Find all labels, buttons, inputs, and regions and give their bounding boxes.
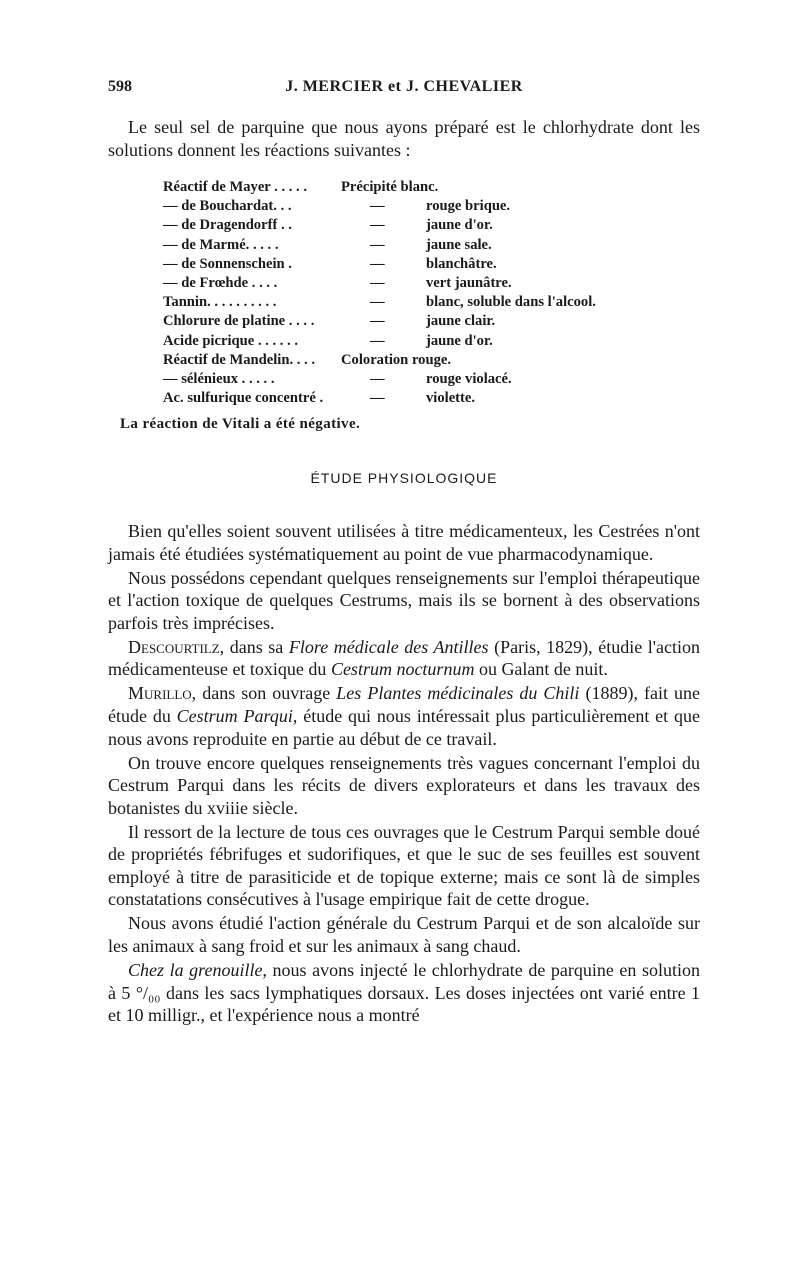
reaction-result: rouge violacé.: [426, 370, 512, 387]
ditto-dash: —: [370, 294, 385, 311]
ditto-dash: —: [370, 274, 385, 291]
paragraph-6: Il ressort de la lecture de tous ces ouvrages que le Cestrum Parqui semble doué de propriétés fébrifuges et sudorifiques, et que le suc de ses feuilles est souvent employé à titre de parasiticide et de topique externe; mais ce sont là de simples constatations consécutives à l'usage empirique fait de cette drogue.: [108, 821, 700, 910]
reagent-name: Réactif de Mandelin. . . .: [163, 351, 316, 368]
reaction-result: jaune sale.: [426, 236, 492, 253]
page-header: [108, 78, 700, 102]
reaction-result: blanchâtre.: [426, 255, 497, 272]
reagent-name: — de Dragendorff . .: [163, 217, 292, 234]
reaction-result: jaune clair.: [426, 313, 496, 330]
author-name: Murillo: [128, 683, 192, 704]
reaction-result: Précipité blanc.: [341, 179, 439, 195]
paragraph-5: On trouve encore quelques renseignements très vagues concernant l'emploi du Cestrum Parqui dans les récits de divers explorateurs et dans les travaux des botanistes du xviiie siècle.: [108, 752, 700, 818]
reagent-name: — de Bouchardat. . .: [163, 198, 292, 215]
reaction-result: violette.: [426, 390, 476, 407]
ditto-dash: —: [370, 390, 385, 407]
reaction-result: jaune d'or.: [426, 217, 493, 234]
reagent-name: Chlorure de platine . . . .: [163, 313, 315, 330]
ditto-dash: —: [370, 332, 385, 349]
reaction-result: rouge brique.: [426, 198, 511, 215]
reaction-result: blanc, soluble dans l'alcool.: [426, 294, 596, 311]
ditto-dash: —: [370, 236, 385, 253]
reaction-result: Coloration rouge.: [341, 351, 451, 368]
reagent-name: Tannin. . . . . . . . . .: [163, 294, 277, 311]
paragraph-3: Descourtilz, dans sa Flore médicale des Antilles (Paris, 1829), étudie l'action médicamenteuse et toxique du Cestrum nocturnum ou Galant de nuit.: [108, 636, 700, 680]
running-title: J. MERCIER et J. CHEVALIER: [285, 78, 523, 95]
paragraph-2: Nous possédons cependant quelques renseignements sur l'emploi thérapeutique et l'action toxique de quelques Cestrums, mais ils se bornent à des observations parfois très imprécises.: [108, 567, 700, 633]
species-name: Cestrum Parqui: [176, 705, 293, 726]
reagent-name: Ac. sulfurique concentré .: [163, 390, 324, 407]
body-text: [108, 520, 700, 1028]
page-number: 598: [108, 78, 132, 95]
work-title: Les Plantes médicinales du Chili: [336, 683, 580, 704]
reaction-result: vert jaunâtre.: [426, 274, 512, 291]
paragraph-1: Bien qu'elles soient souvent utilisées à titre médicamenteux, les Cestrées n'ont jamais été étudiées systématiquement au point de vue pharmacodynamique.: [108, 521, 700, 564]
italic-lead: Chez la grenouille: [128, 960, 263, 981]
reagent-name: — de Sonnenschein .: [163, 255, 292, 272]
species-name: Cestrum nocturnum: [330, 659, 475, 680]
ditto-dash: —: [370, 313, 385, 330]
paragraph-8: Chez la grenouille, nous avons injecté le chlorhydrate de parquine en solution à 5 °/₀₀ dans les sacs lymphatiques dorsaux. Les doses injectées ont varié entre 1 et 10 milligr., et l'expérience nous a montré: [108, 960, 700, 1026]
reagent-name: — de Marmé. . . . .: [163, 236, 279, 253]
intro-text: Le seul sel de parquine que nous ayons préparé est le chlorhydrate dont les solutions donnent les réactions suivantes :: [108, 117, 700, 160]
ditto-dash: —: [370, 198, 385, 215]
reagent-name: Acide picrique . . . . . .: [163, 332, 298, 349]
intro-paragraph: [108, 116, 700, 161]
ditto-dash: —: [370, 255, 385, 272]
reagent-name: — de Frœhde . . . .: [163, 274, 278, 291]
reaction-result: jaune d'or.: [426, 332, 493, 349]
section-title: ÉTUDE PHYSIOLOGIQUE: [310, 470, 498, 486]
ditto-dash: —: [370, 370, 385, 387]
paragraph-4: Murillo, dans son ouvrage Les Plantes médicinales du Chili (1889), fait une étude du Cestrum Parqui, étude qui nous intéressait plus particulièrement et que nous avons reproduite en partie au début de ce travail.: [108, 683, 700, 749]
ditto-dash: —: [370, 217, 385, 234]
author-name: Descourtilz: [128, 636, 220, 657]
reagent-name: Réactif de Mayer . . . . .: [163, 179, 307, 195]
work-title: Flore médicale des Antilles: [288, 636, 489, 657]
reagent-name: — sélénieux . . . . .: [163, 370, 275, 387]
paragraph-7: Nous avons étudié l'action générale du Cestrum Parqui et de son alcaloïde sur les animaux à sang froid et sur les animaux à sang chaud.: [108, 913, 700, 957]
vitali-note: La réaction de Vitali a été négative.: [120, 416, 361, 432]
